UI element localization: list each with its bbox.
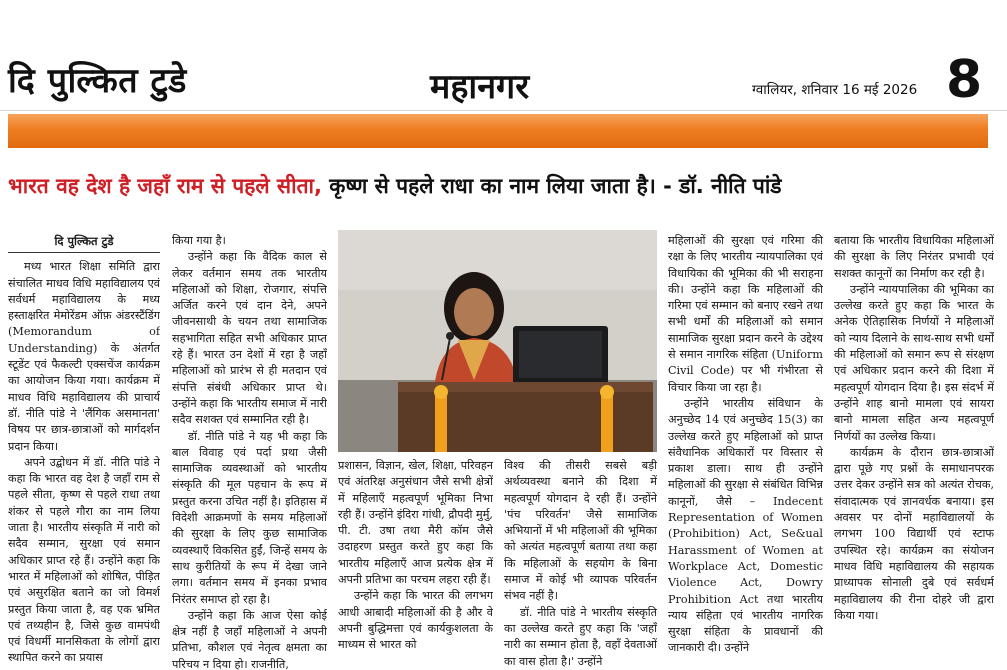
orange-band: [8, 114, 988, 148]
paragraph: प्रशासन, विज्ञान, खेल, शिक्षा, परिवहन एवं अंतरिक्ष अनुसंधान जैसे सभी क्षेत्रों में महिलाएँ महत्वपूर्ण भूमिका निभा रही हैं। उन्होंने इंदिरा गांधी, द्रौपदी मुर्मु, पी. टी. उषा तथा मैरी कॉम जैसे उदाहरण प्रस्तुत करते हुए कहा कि भारतीय महिलाएँ आज प्रत्येक क्षेत्र में अपनी प्रतिभा का परचम लहरा रही हैं।: [338, 459, 493, 587]
article-column-6: [834, 233, 994, 670]
event-photo: [338, 230, 657, 452]
article-column-1: [8, 233, 160, 670]
paragraph: उन्होंने न्यायपालिका की भूमिका का उल्लेख करते हुए कहा कि भारत के अनेक ऐतिहासिक निर्णयों ने महिलाओं को न्याय दिलाने के साथ-साथ सभी धर्मों की महिलाओं को समान रूप से संरक्षण एवं अधिकार प्रदान करने की दिशा में महत्वपूर्ण योगदान दिया है। इस संदर्भ में उन्होंने शाह बानो मामला एवं सायरा बानो मामला सहित अन्य महत्वपूर्ण निर्णयों का उल्लेख किया।: [834, 282, 994, 443]
paragraph: मध्य भारत शिक्षा समिति द्वारा संचालित माधव विधि महाविद्यालय एवं सर्वधर्म महाविद्यालय के मध्य हस्ताक्षरित मेमोरेंडम ऑफ़ अंडरस्टैंडिंग (Memorandum of Understanding) के अंतर्गत स्टूडेंट एवं फैकल्टी एक्सचेंज कार्यक्रम का आयोजन किया गया। कार्यक्रम में माधव विधि महाविद्यालय की प्राचार्य डॉ. नीति पांडे ने 'लैंगिक असमानता' विषय पर छात्र-छात्राओं को मार्गदर्शन प्रदान किया।: [8, 260, 160, 453]
headline-red-part: भारत वह देश है जहाँ राम से पहले सीता,: [8, 174, 322, 198]
speaker-photo-illustration: [338, 230, 657, 452]
paragraph: विश्व की तीसरी सबसे बड़ी अर्थव्यवस्था बनाने की दिशा में महत्वपूर्ण योगदान दे रही हैं। उन्होंने 'पंच परिवर्तन' जैसे सामाजिक अभियानों में भी महिलाओं की भूमिका को अत्यंत महत्वपूर्ण बताया तथा कहा कि महिलाओं के सहयोग के बिना समाज में कोई भी व्यापक परिवर्तन संभव नहीं है।: [504, 459, 657, 603]
article-headline: [8, 172, 998, 200]
section-title: महानगर: [430, 67, 530, 107]
article-column-4: [504, 458, 657, 670]
article-column-3: [338, 458, 493, 670]
header-rule: [0, 110, 1007, 111]
paragraph: कार्यक्रम के दौरान छात्र-छात्राओं द्वारा पूछे गए प्रश्नों के समाधानपरक उत्तर देकर उन्होंने सत्र को अत्यंत रोचक, संवादात्मक एवं ज्ञानवर्धक बनाया। इस अवसर पर दोनों महाविद्यालयों के लगभग 100 विद्यार्थी एवं स्टाफ उपस्थित रहे। कार्यक्रम का संयोजन माधव विधि महाविद्यालय की सहायक प्राध्यापक सोनाली दुबे एवं सर्वधर्म महाविद्यालय की रीना दोहरे जी द्वारा किया गया।: [834, 445, 994, 622]
paragraph: अपने उद्बोधन में डॉ. नीति पांडे ने कहा कि भारत वह देश है जहाँ राम से पहले सीता, कृष्ण से पहले राधा तथा शंकर से पहले गौरा का नाम लिया जाता है। भारतीय संस्कृति में नारी को सदैव सम्मान, सुरक्षा एवं समान अधिकार प्राप्त रहे हैं। उन्होंने कहा कि भारत में महिलाओं को शोषित, पीड़ित एवं असुरक्षित बताने का जो विमर्श प्रस्तुत किया जाता है, वह एक भ्रमित एवं तथ्यहीन है, जिसे कुछ वामपंथी एवं विधर्मी मानसिकता के लोगों द्वारा स्थापित करने का प्रयास: [8, 455, 160, 665]
article-column-5: [668, 233, 823, 670]
paragraph: उन्होंने भारतीय संविधान के अनुच्छेद 14 एवं अनुच्छेद 15(3) का उल्लेख करते हुए महिलाओं को प्राप्त संवैधानिक अधिकारों पर विस्तार से प्रकाश डाला। साथ ही उन्होंने महिलाओं की सुरक्षा से संबंधित विभिन्न कानूनों, जैसे – Indecent Representation of Women (Prohibition) Act, Se&ual Harassment of Women at Workplace Act, Domestic Violence Act, Dowry Prohibition Act तथा भारतीय न्याय संहिता एवं भारतीय नागरिक सुरक्षा संहिता के प्रावधानों की जानकारी दी। उन्होंने: [668, 396, 823, 655]
article-column-2: [172, 233, 327, 670]
paragraph: महिलाओं की सुरक्षा एवं गरिमा की रक्षा के लिए भारतीय न्यायपालिका एवं विधायिका की भूमिका की भी सराहना की। उन्होंने कहा कि महिलाओं की गरिमा एवं सम्मान को बनाए रखने तथा सभी धर्मों की महिलाओं को समान सामाजिक सुरक्षा प्रदान करने के उद्देश्य से समान नागरिक संहिता (Uniform Civil Code) पर भी गंभीरता से विचार किया जा रहा है।: [668, 234, 823, 394]
paragraph: किया गया है।: [172, 234, 226, 247]
headline-black-part: कृष्ण से पहले राधा का नाम लिया जाता है। - डॉ. नीति पांडे: [321, 174, 782, 198]
paragraph: उन्होंने कहा कि भारत की लगभग आधी आबादी महिलाओं की है और वे अपनी बुद्धिमत्ता एवं कार्यकुशलता के माध्यम से भारत को: [338, 589, 493, 652]
paragraph: डॉ. नीति पांडे ने भारतीय संस्कृति का उल्लेख करते हुए कहा कि 'जहाँ नारी का सम्मान होता है, वहाँ देवताओं का वास होता है।' उन्होंने: [504, 605, 657, 668]
masthead: [0, 0, 1007, 118]
paragraph: उन्होंने कहा कि वैदिक काल से लेकर वर्तमान समय तक भारतीय महिलाओं को शिक्षा, रोजगार, संपत्ति अर्जित करने एवं दान देने, अपने जीवनसाथी के चयन तथा सामाजिक सहभागिता सहित सभी अधिकार प्राप्त रहे हैं। भारत उन देशों में रहा है जहाँ महिलाओं को प्रारंभ से ही मतदान एवं संपत्ति संबंधी अधिकार प्राप्त थे। उन्होंने कहा कि भारतीय समाज में नारी सदैव सशक्त एवं सम्मानित रही है।: [172, 250, 327, 427]
paragraph: बताया कि भारतीय विधायिका महिलाओं की सुरक्षा के लिए निरंतर प्रभावी एवं सशक्त कानूनों का निर्माण कर रही है।: [834, 234, 994, 280]
page-number: 8: [946, 50, 983, 110]
paragraph: उन्होंने कहा कि आज ऐसा कोई क्षेत्र नहीं है जहाँ महिलाओं ने अपनी प्रतिभा, कौशल एवं नेतृत्व क्षमता का परिचय न दिया हो। राजनीति,: [172, 608, 327, 670]
paragraph: डॉ. नीति पांडे ने यह भी कहा कि बाल विवाह एवं पर्दा प्रथा जैसी सामाजिक व्यवस्थाओं को भारतीय संस्कृति की मूल पहचान के रूप में प्रस्तुत करना उचित नहीं है। इतिहास में विदेशी आक्रमणों के समय महिलाओं की सुरक्षा के लिए कुछ सामाजिक व्यवस्थाएँ विकसित हुईं, जिन्हें समय के साथ कुरीतियों के रूप में देखा जाने लगा। वर्तमान समय में इनका प्रभाव निरंतर समाप्त हो रहा है।: [172, 429, 327, 606]
dateline: ग्वालियर, शनिवार 16 मई 2026: [752, 82, 918, 98]
byline: दि पुल्कित टुडे: [8, 233, 160, 253]
newspaper-brand: दि पुल्कित टुडे: [8, 61, 187, 101]
